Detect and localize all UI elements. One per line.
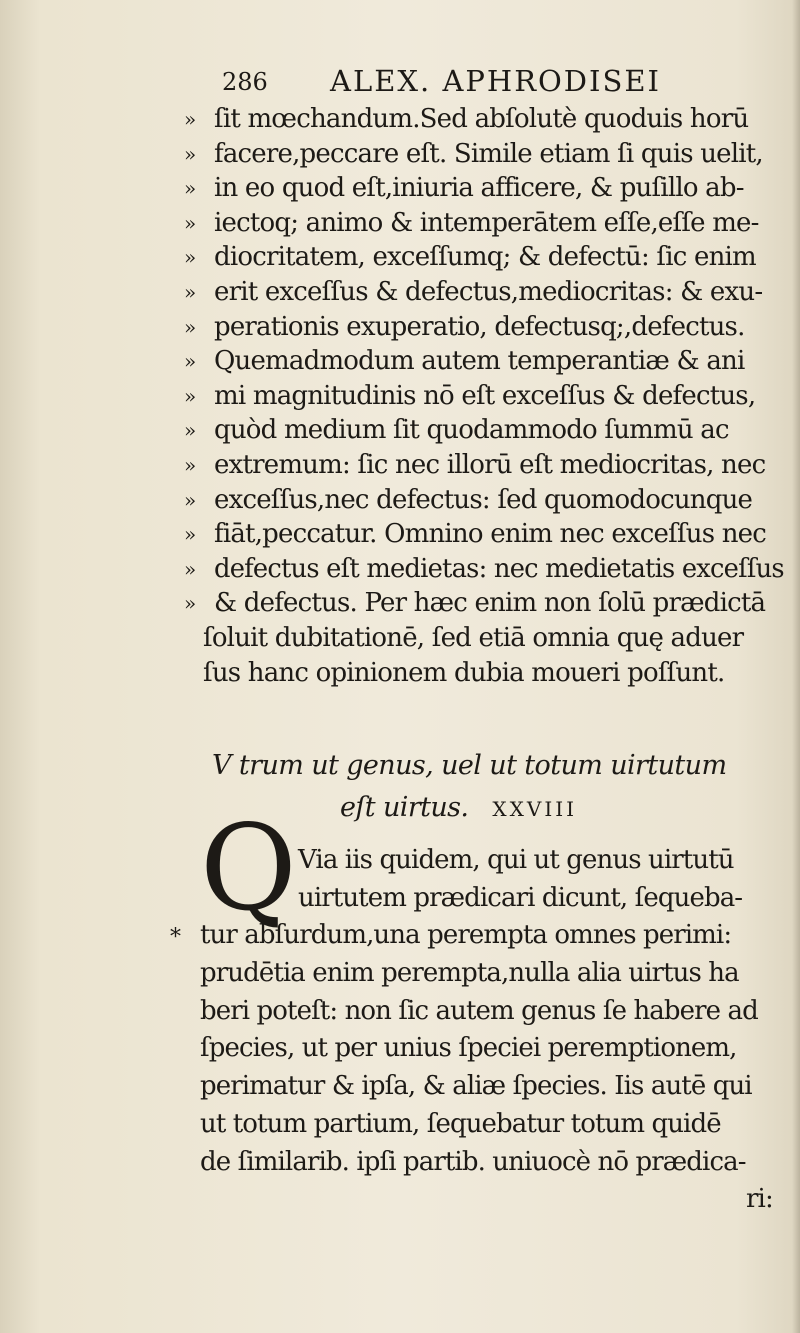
page-header xyxy=(222,60,762,100)
text-line xyxy=(0,413,800,448)
line-text: ſit mœchandum.Sed abſolutè quoduis horū xyxy=(214,104,749,134)
text-line xyxy=(0,993,800,1031)
line-text: ſoluit dubitationē, ſed etiā omnia quę aduer xyxy=(203,622,744,653)
text-line xyxy=(0,379,800,414)
line-text: uirtutem prædicari dicunt, ſequeba- xyxy=(298,882,743,913)
text-line xyxy=(0,1181,800,1219)
catchword: ri: xyxy=(746,1184,773,1215)
quotation-mark: » xyxy=(184,314,197,339)
line-text: Via iis quidem, qui ut genus uirtutū xyxy=(298,845,734,875)
drop-capital: Q xyxy=(200,799,297,937)
line-text: Quemadmodum autem temperantiæ & ani xyxy=(214,346,745,377)
text-line xyxy=(0,656,800,691)
line-text: mi magnitudinis nō eſt exceſſus & defectus, xyxy=(214,380,756,411)
line-text: de ſimilarib. ipſi partib. uniuocè nō prædica- xyxy=(200,1146,746,1177)
text-line xyxy=(0,275,800,310)
chapter-number: XXVIII xyxy=(492,797,578,821)
line-text: tur abſurdum,una perempta omnes perimi: xyxy=(200,920,732,951)
line-text: facere,peccare eſt. Simile etiam ſi quis uelit, xyxy=(214,138,763,169)
text-line xyxy=(0,621,800,656)
text-line xyxy=(0,171,800,206)
quoted-passage xyxy=(0,102,800,690)
text-line xyxy=(0,552,800,587)
text-line xyxy=(0,206,800,241)
quotation-mark: » xyxy=(184,176,197,201)
quotation-mark: » xyxy=(184,522,197,547)
text-line xyxy=(0,517,800,552)
text-line xyxy=(0,448,800,483)
line-text: in eo quod eſt,iniuria afficere, & puſillo ab- xyxy=(214,173,744,204)
line-text: ut totum partium, ſequebatur totum quidē xyxy=(200,1108,721,1139)
quotation-mark: » xyxy=(184,452,197,477)
text-line xyxy=(0,1106,800,1144)
text-line xyxy=(0,1144,800,1182)
text-line xyxy=(0,102,800,137)
text-line xyxy=(0,880,800,918)
chapter-title-text: eſt uirtus. xyxy=(340,792,469,823)
line-text: perimatur & ipſa, & aliæ ſpecies. Iis autē qui xyxy=(200,1071,752,1102)
quotation-mark: » xyxy=(184,107,197,131)
line-text: erit exceſſus & defectus,mediocritas: & exu- xyxy=(214,276,763,307)
line-text: defectus eſt medietas: nec medietatis exceſſus xyxy=(214,553,784,584)
margin-mark: * xyxy=(170,925,181,950)
quotation-mark: » xyxy=(184,383,197,408)
line-text: & defectus. Per hæc enim non ſolū prædictā xyxy=(214,588,766,619)
line-text: perationis exuperatio, defectusq;,defectus. xyxy=(214,311,745,342)
quotation-mark: » xyxy=(184,141,197,166)
line-text: iectoq; animo & intemperātem eſſe,eſſe me- xyxy=(214,207,759,238)
text-line xyxy=(0,917,800,955)
line-text: exceſſus,nec defectus: ſed quomodocunque xyxy=(214,484,753,515)
text-line xyxy=(0,310,800,345)
line-text: fiāt,peccatur. Omnino enim nec exceſſus nec xyxy=(214,519,767,550)
quotation-mark: » xyxy=(184,279,197,304)
line-text: ſpecies, ut per unius ſpeciei peremptionem, xyxy=(200,1033,737,1064)
quotation-mark: » xyxy=(184,210,197,235)
quotation-mark: » xyxy=(184,556,197,581)
text-line xyxy=(0,842,800,880)
quotation-mark: » xyxy=(184,487,197,512)
text-line xyxy=(0,1030,800,1068)
text-line xyxy=(0,137,800,172)
text-line xyxy=(0,1068,800,1106)
quotation-mark: » xyxy=(184,418,197,443)
quotation-mark: » xyxy=(184,591,197,616)
quotation-mark: » xyxy=(184,349,197,374)
line-text: prudētia enim perempta,nulla alia uirtus ha xyxy=(200,958,739,989)
text-line xyxy=(0,586,800,621)
chapter-body xyxy=(0,842,800,1219)
line-text: beri poteſt: non ſic autem genus ſe habere ad xyxy=(200,995,758,1026)
chapter-title-line: V trum ut genus, uel ut totum uirtutum xyxy=(212,750,727,781)
line-text: extremum: ſic nec illorū eſt mediocritas, nec xyxy=(214,449,766,480)
quotation-mark: » xyxy=(184,245,197,270)
text-line xyxy=(0,344,800,379)
text-line xyxy=(0,483,800,518)
line-text: quòd medium ſit quodammodo ſummū ac xyxy=(214,415,729,446)
line-text: ſus hanc opinionem dubia moueri poſſunt. xyxy=(203,657,725,688)
text-line xyxy=(0,240,800,275)
text-line xyxy=(0,955,800,993)
line-text: diocritatem, exceſſumq; & defectū: ſic enim xyxy=(214,242,756,273)
running-head: ALEX. APHRODISEI xyxy=(330,64,662,98)
page-number: 286 xyxy=(222,68,268,96)
